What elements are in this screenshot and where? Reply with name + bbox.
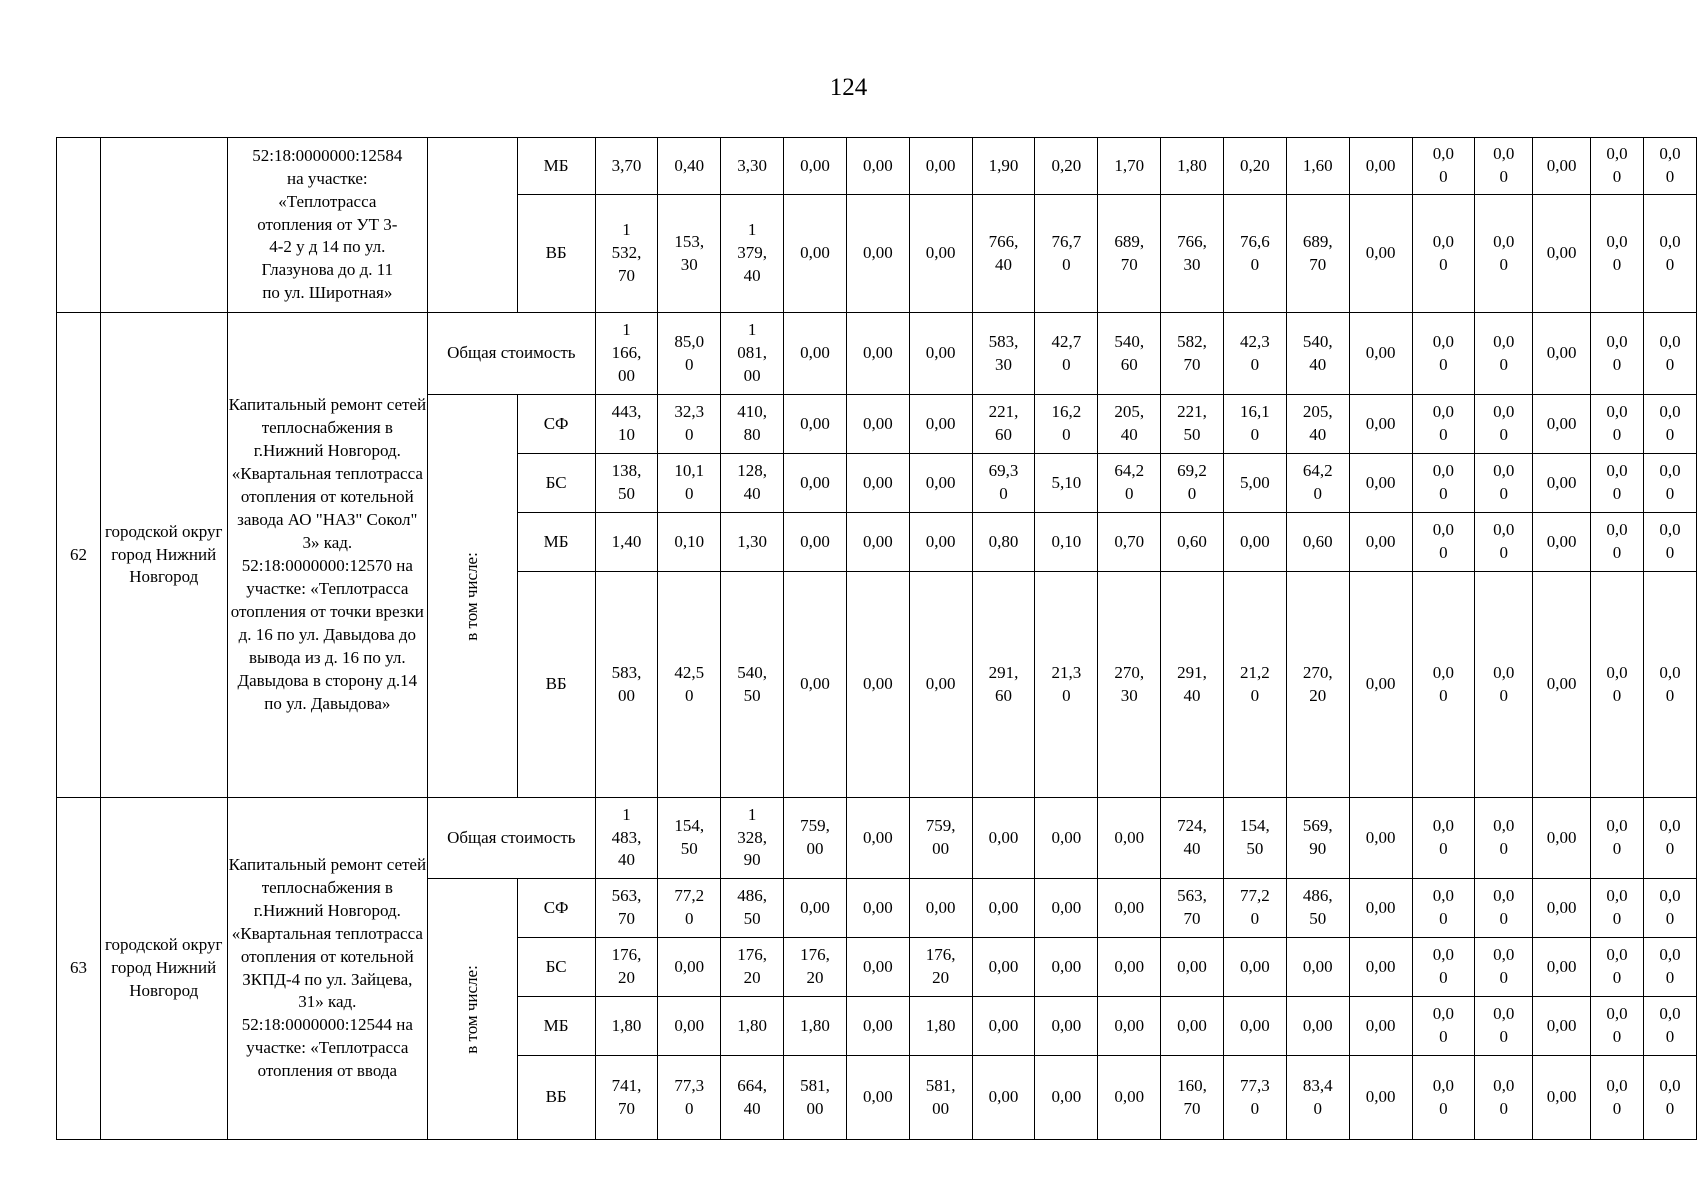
value-cell: 42,5 0	[658, 572, 721, 798]
value-cell: 664, 40	[721, 1056, 784, 1140]
value-cell: 0,00	[909, 195, 972, 313]
value-cell: 221, 50	[1161, 395, 1224, 454]
value-cell: 0,0 0	[1412, 798, 1475, 879]
value-cell: 77,3 0	[658, 1056, 721, 1140]
value-cell: 0,0 0	[1475, 195, 1533, 313]
value-cell: 0,00	[1533, 997, 1591, 1056]
value-cell: 1 483, 40	[595, 798, 658, 879]
source-label: ВБ	[517, 195, 595, 313]
value-cell: 0,00	[1533, 454, 1591, 513]
value-cell: 582, 70	[1161, 313, 1224, 395]
value-cell: 0,00	[909, 454, 972, 513]
value-cell: 0,00	[846, 879, 909, 938]
value-cell: 0,80	[972, 513, 1035, 572]
value-cell: 1,90	[972, 138, 1035, 195]
source-label: МБ	[517, 138, 595, 195]
value-cell: 77,2 0	[1223, 879, 1286, 938]
value-cell: 0,00	[1533, 1056, 1591, 1140]
value-cell: 0,0 0	[1475, 572, 1533, 798]
value-cell: 766, 30	[1161, 195, 1224, 313]
value-cell: 0,00	[972, 879, 1035, 938]
value-cell: 0,0 0	[1643, 798, 1696, 879]
value-cell: 0,0 0	[1591, 798, 1644, 879]
value-cell: 0,0 0	[1643, 454, 1696, 513]
value-cell: 0,40	[658, 138, 721, 195]
value-cell: 0,00	[658, 938, 721, 997]
value-cell: 0,00	[784, 454, 847, 513]
value-cell: 741, 70	[595, 1056, 658, 1140]
value-cell: 581, 00	[909, 1056, 972, 1140]
value-cell: 0,00	[784, 513, 847, 572]
value-cell: 32,3 0	[658, 395, 721, 454]
value-cell: 0,0 0	[1591, 997, 1644, 1056]
value-cell: 0,00	[1533, 138, 1591, 195]
value-cell: 1,80	[784, 997, 847, 1056]
value-cell: 69,3 0	[972, 454, 1035, 513]
value-cell: 563, 70	[595, 879, 658, 938]
value-cell: 410, 80	[721, 395, 784, 454]
value-cell: 21,3 0	[1035, 572, 1098, 798]
value-cell: 76,6 0	[1223, 195, 1286, 313]
value-cell: 563, 70	[1161, 879, 1224, 938]
incl-label: в том числе:	[461, 964, 481, 1054]
value-cell: 0,00	[972, 938, 1035, 997]
value-cell: 0,00	[1035, 997, 1098, 1056]
value-cell: 0,00	[1349, 454, 1412, 513]
value-cell: 0,00	[1223, 513, 1286, 572]
value-cell: 291, 60	[972, 572, 1035, 798]
value-cell: 0,0 0	[1643, 313, 1696, 395]
table-row	[57, 313, 1697, 395]
value-cell: 0,20	[1223, 138, 1286, 195]
value-cell: 0,60	[1161, 513, 1224, 572]
value-cell: 0,00	[846, 454, 909, 513]
value-cell: 0,60	[1286, 513, 1349, 572]
value-cell: 3,70	[595, 138, 658, 195]
value-cell: 0,0 0	[1475, 513, 1533, 572]
value-cell: 759, 00	[784, 798, 847, 879]
value-cell: 1,40	[595, 513, 658, 572]
value-cell: 153, 30	[658, 195, 721, 313]
source-label: СФ	[517, 395, 595, 454]
value-cell: 1,70	[1098, 138, 1161, 195]
source-label: БС	[517, 454, 595, 513]
value-cell: 0,0 0	[1475, 138, 1533, 195]
value-cell: 0,00	[846, 1056, 909, 1140]
value-cell: 0,00	[846, 572, 909, 798]
value-cell: 0,10	[658, 513, 721, 572]
value-cell: 0,0 0	[1591, 138, 1644, 195]
value-cell: 0,0 0	[1475, 879, 1533, 938]
value-cell: 0,00	[846, 997, 909, 1056]
value-cell: 0,00	[1349, 513, 1412, 572]
value-cell: 291, 40	[1161, 572, 1224, 798]
value-cell: 0,0 0	[1475, 1056, 1533, 1140]
value-cell: 5,00	[1223, 454, 1286, 513]
value-cell: 0,00	[784, 138, 847, 195]
value-cell: 0,00	[658, 997, 721, 1056]
value-cell: 1,80	[909, 997, 972, 1056]
value-cell: 0,00	[1533, 938, 1591, 997]
value-cell: 583, 30	[972, 313, 1035, 395]
value-cell: 689, 70	[1286, 195, 1349, 313]
value-cell: 0,00	[1035, 879, 1098, 938]
source-label: ВБ	[517, 572, 595, 798]
page-number: 124	[829, 74, 868, 101]
municipality-cell: городской округ город Нижний Новгород	[100, 313, 227, 798]
value-cell: 0,00	[972, 997, 1035, 1056]
value-cell: 0,0 0	[1643, 938, 1696, 997]
value-cell: 569, 90	[1286, 798, 1349, 879]
value-cell: 85,0 0	[658, 313, 721, 395]
value-cell: 0,00	[1533, 195, 1591, 313]
value-cell: 0,00	[909, 513, 972, 572]
value-cell: 486, 50	[721, 879, 784, 938]
value-cell: 486, 50	[1286, 879, 1349, 938]
value-cell: 0,0 0	[1475, 997, 1533, 1056]
value-cell: 540, 40	[1286, 313, 1349, 395]
value-cell: 0,00	[1533, 879, 1591, 938]
value-cell: 689, 70	[1098, 195, 1161, 313]
incl-label	[428, 879, 518, 1140]
value-cell: 0,00	[1223, 938, 1286, 997]
value-cell: 3,30	[721, 138, 784, 195]
value-cell: 77,3 0	[1223, 1056, 1286, 1140]
value-cell: 0,00	[1098, 879, 1161, 938]
value-cell: 0,00	[1533, 313, 1591, 395]
value-cell: 0,0 0	[1412, 395, 1475, 454]
value-cell: 0,00	[846, 138, 909, 195]
value-cell: 42,7 0	[1035, 313, 1098, 395]
value-cell: 0,0 0	[1643, 513, 1696, 572]
budget-table	[56, 137, 1697, 1140]
value-cell: 0,00	[846, 513, 909, 572]
value-cell: 0,00	[846, 938, 909, 997]
value-cell: 0,0 0	[1591, 1056, 1644, 1140]
source-label: ВБ	[517, 1056, 595, 1140]
value-cell: 1 081, 00	[721, 313, 784, 395]
value-cell: 0,00	[1098, 938, 1161, 997]
value-cell: 0,0 0	[1475, 938, 1533, 997]
value-cell: 0,00	[1349, 138, 1412, 195]
value-cell: 10,1 0	[658, 454, 721, 513]
value-cell: 0,0 0	[1475, 395, 1533, 454]
value-cell: 0,0 0	[1591, 879, 1644, 938]
value-cell: 0,00	[1035, 798, 1098, 879]
table-row	[57, 138, 1697, 195]
description-cell: Капитальный ремонт сетей теплоснабжения в г.Нижний Новгород. «Квартальная теплотрасса отопления от котельной завода АО "НАЗ" Сокол" 3» кад. 52:18:0000000:12570 на участке: «Теплотрасса отопления от точки врезки д. 16 по ул. Давыдова до вывода из д. 16 по ул. Давыдова в сторону д.14 по ул. Давыдова»	[227, 313, 428, 798]
value-cell: 21,2 0	[1223, 572, 1286, 798]
value-cell: 0,0 0	[1412, 138, 1475, 195]
total-label: Общая стоимость	[428, 313, 595, 395]
total-label: Общая стоимость	[428, 798, 595, 879]
source-label: БС	[517, 938, 595, 997]
value-cell: 0,00	[1161, 938, 1224, 997]
value-cell: 0,00	[1533, 395, 1591, 454]
value-cell: 0,00	[909, 395, 972, 454]
value-cell: 0,0 0	[1412, 997, 1475, 1056]
value-cell: 0,0 0	[1475, 798, 1533, 879]
incl-cell	[428, 138, 518, 313]
value-cell: 270, 20	[1286, 572, 1349, 798]
value-cell: 0,0 0	[1475, 313, 1533, 395]
value-cell: 154, 50	[1223, 798, 1286, 879]
value-cell: 1,80	[595, 997, 658, 1056]
value-cell: 540, 50	[721, 572, 784, 798]
value-cell: 0,00	[909, 572, 972, 798]
value-cell: 1 328, 90	[721, 798, 784, 879]
value-cell: 16,2 0	[1035, 395, 1098, 454]
value-cell: 64,2 0	[1098, 454, 1161, 513]
value-cell: 0,0 0	[1643, 997, 1696, 1056]
value-cell: 0,00	[784, 572, 847, 798]
value-cell: 0,00	[1098, 997, 1161, 1056]
value-cell: 0,0 0	[1412, 1056, 1475, 1140]
value-cell: 0,00	[1286, 997, 1349, 1056]
value-cell: 128, 40	[721, 454, 784, 513]
value-cell: 583, 00	[595, 572, 658, 798]
value-cell: 0,0 0	[1412, 195, 1475, 313]
value-cell: 0,00	[1286, 938, 1349, 997]
value-cell: 540, 60	[1098, 313, 1161, 395]
value-cell: 581, 00	[784, 1056, 847, 1140]
value-cell: 1 379, 40	[721, 195, 784, 313]
value-cell: 0,0 0	[1591, 195, 1644, 313]
value-cell: 0,0 0	[1412, 572, 1475, 798]
value-cell: 0,00	[1161, 997, 1224, 1056]
value-cell: 64,2 0	[1286, 454, 1349, 513]
value-cell: 0,0 0	[1412, 879, 1475, 938]
item-number: 62	[57, 313, 101, 798]
value-cell: 42,3 0	[1223, 313, 1286, 395]
value-cell: 0,00	[1349, 572, 1412, 798]
value-cell: 0,00	[1349, 1056, 1412, 1140]
value-cell: 0,0 0	[1643, 572, 1696, 798]
value-cell: 1 532, 70	[595, 195, 658, 313]
value-cell: 176, 20	[909, 938, 972, 997]
value-cell: 77,2 0	[658, 879, 721, 938]
value-cell: 0,0 0	[1475, 454, 1533, 513]
value-cell: 0,0 0	[1591, 395, 1644, 454]
value-cell: 0,00	[1349, 798, 1412, 879]
source-label: МБ	[517, 513, 595, 572]
value-cell: 0,00	[1035, 1056, 1098, 1140]
number-cell	[57, 138, 101, 313]
value-cell: 0,00	[1035, 938, 1098, 997]
value-cell: 0,00	[1098, 1056, 1161, 1140]
table-row	[57, 798, 1697, 879]
value-cell: 0,00	[784, 195, 847, 313]
value-cell: 205, 40	[1286, 395, 1349, 454]
value-cell: 0,10	[1035, 513, 1098, 572]
value-cell: 0,70	[1098, 513, 1161, 572]
value-cell: 0,00	[972, 798, 1035, 879]
value-cell: 205, 40	[1098, 395, 1161, 454]
value-cell: 0,0 0	[1412, 313, 1475, 395]
value-cell: 0,00	[846, 313, 909, 395]
value-cell: 76,7 0	[1035, 195, 1098, 313]
value-cell: 0,00	[1223, 997, 1286, 1056]
value-cell: 0,00	[1349, 879, 1412, 938]
value-cell: 0,0 0	[1643, 138, 1696, 195]
incl-label	[428, 395, 518, 798]
value-cell: 176, 20	[721, 938, 784, 997]
value-cell: 1,60	[1286, 138, 1349, 195]
value-cell: 83,4 0	[1286, 1056, 1349, 1140]
municipality-cell: городской округ город Нижний Новгород	[100, 798, 227, 1140]
value-cell: 0,00	[784, 313, 847, 395]
value-cell: 69,2 0	[1161, 454, 1224, 513]
value-cell: 0,00	[846, 798, 909, 879]
value-cell: 443, 10	[595, 395, 658, 454]
value-cell: 0,0 0	[1643, 195, 1696, 313]
value-cell: 1,30	[721, 513, 784, 572]
value-cell: 0,00	[1349, 997, 1412, 1056]
value-cell: 176, 20	[784, 938, 847, 997]
value-cell: 270, 30	[1098, 572, 1161, 798]
value-cell: 0,00	[909, 879, 972, 938]
value-cell: 154, 50	[658, 798, 721, 879]
value-cell: 176, 20	[595, 938, 658, 997]
value-cell: 0,00	[909, 138, 972, 195]
value-cell: 0,0 0	[1643, 1056, 1696, 1140]
value-cell: 0,00	[1349, 938, 1412, 997]
value-cell: 0,0 0	[1591, 572, 1644, 798]
value-cell: 0,00	[784, 879, 847, 938]
value-cell: 1 166, 00	[595, 313, 658, 395]
value-cell: 0,00	[1098, 798, 1161, 879]
value-cell: 0,00	[1349, 313, 1412, 395]
value-cell: 138, 50	[595, 454, 658, 513]
incl-label: в том числе:	[461, 551, 481, 641]
description-cell: Капитальный ремонт сетей теплоснабжения в г.Нижний Новгород. «Квартальная теплотрасса отопления от котельной ЗКПД-4 по ул. Зайцева, 31» кад. 52:18:0000000:12544 на участке: «Теплотрасса отопления от ввода	[227, 798, 428, 1140]
value-cell: 0,00	[1349, 395, 1412, 454]
value-cell: 160, 70	[1161, 1056, 1224, 1140]
value-cell: 0,00	[1533, 572, 1591, 798]
source-label: МБ	[517, 997, 595, 1056]
value-cell: 766, 40	[972, 195, 1035, 313]
value-cell: 724, 40	[1161, 798, 1224, 879]
value-cell: 0,0 0	[1591, 313, 1644, 395]
value-cell: 0,00	[972, 1056, 1035, 1140]
value-cell: 0,00	[1533, 513, 1591, 572]
item-number: 63	[57, 798, 101, 1140]
value-cell: 0,0 0	[1412, 938, 1475, 997]
value-cell: 0,00	[909, 313, 972, 395]
description-cell: 52:18:0000000:12584 на участке: «Теплотрасса отопления от УТ 3- 4-2 у д 14 по ул. Глазунова до д. 11 по ул. Широтная»	[227, 138, 428, 313]
value-cell: 0,00	[1533, 798, 1591, 879]
value-cell: 0,0 0	[1643, 879, 1696, 938]
source-label: СФ	[517, 879, 595, 938]
value-cell: 0,20	[1035, 138, 1098, 195]
municipality-cell	[100, 138, 227, 313]
value-cell: 16,1 0	[1223, 395, 1286, 454]
value-cell: 0,0 0	[1412, 454, 1475, 513]
value-cell: 0,00	[1349, 195, 1412, 313]
value-cell: 0,00	[846, 395, 909, 454]
value-cell: 0,0 0	[1591, 454, 1644, 513]
value-cell: 0,00	[784, 395, 847, 454]
value-cell: 1,80	[1161, 138, 1224, 195]
value-cell: 0,0 0	[1591, 938, 1644, 997]
value-cell: 0,0 0	[1643, 395, 1696, 454]
value-cell: 5,10	[1035, 454, 1098, 513]
value-cell: 0,0 0	[1412, 513, 1475, 572]
value-cell: 221, 60	[972, 395, 1035, 454]
value-cell: 759, 00	[909, 798, 972, 879]
value-cell: 0,00	[846, 195, 909, 313]
value-cell: 1,80	[721, 997, 784, 1056]
value-cell: 0,0 0	[1591, 513, 1644, 572]
